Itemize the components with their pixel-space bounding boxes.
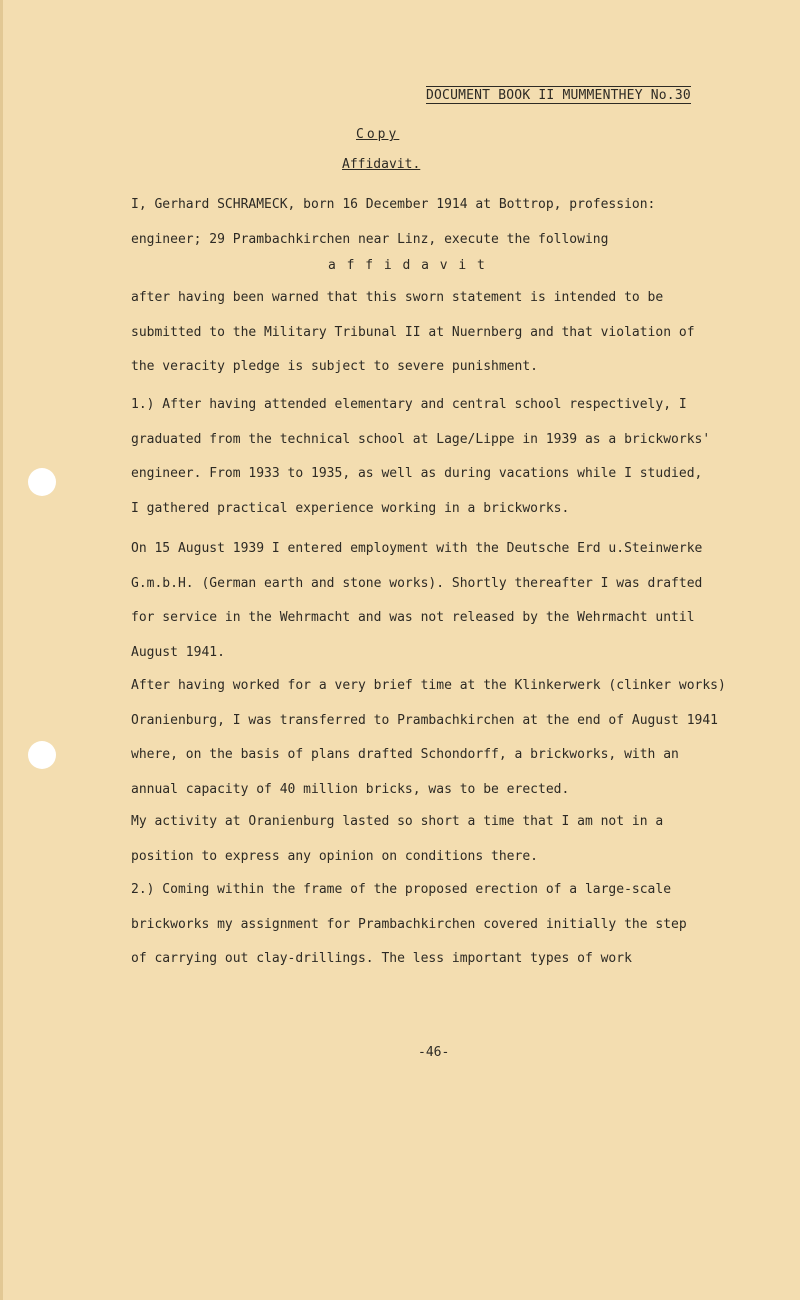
punch-hole-bottom: [28, 741, 56, 769]
copy-heading: Copy: [356, 127, 400, 142]
august-1939-paragraph: On 15 August 1939 I entered employment with the Deutsche Erd u.Steinwerke G.m.b.H. (German earth and stone works). Shortly thereafter I was drafted for service in the Wehrmacht and was not released by the Wehrmacht until August 1941.: [131, 541, 703, 661]
document-reference: DOCUMENT BOOK II MUMMENTHEY No.30: [426, 88, 691, 103]
page-number: -46-: [418, 1045, 450, 1060]
oranienburg-paragraph: My activity at Oranienburg lasted so short a time that I am not in a position to express any opinion on conditions there.: [131, 814, 664, 864]
affidavit-heading: Affidavit.: [342, 157, 421, 172]
section-1-paragraph: 1.) After having attended elementary and central school respectively, I graduated from the technical school at Lage/Lippe in 1939 as a brickworks' engineer. From 1933 to 1935, as well as during vacations while I studied, I gathered practical experience working in a brickworks.: [131, 397, 711, 517]
punch-hole-top: [28, 468, 56, 496]
affidavit-spaced-heading: affidavit: [328, 258, 496, 273]
section-2-paragraph: 2.) Coming within the frame of the proposed erection of a large-scale brickworks my assignment for Prambachkirchen covered initially the step of carrying out clay-drillings. The less important types of work: [131, 882, 687, 967]
warning-paragraph: after having been warned that this sworn statement is intended to be submitted to the Military Tribunal II at Nuernberg and that violation of the veracity pledge is subject to severe punishment.: [131, 290, 695, 375]
klinkerwerk-paragraph: After having worked for a very brief time at the Klinkerwerk (clinker works) Oranienburg, I was transferred to Prambachkirchen at the end of August 1941 where, on the basis of plans drafted Schondorff, a brickworks, with an annual capacity of 40 million bricks, was to be erected.: [131, 678, 726, 798]
intro-paragraph: I, Gerhard SCHRAMECK, born 16 December 1914 at Bottrop, profession: engineer; 29 Prambachkirchen near Linz, execute the following: [131, 197, 656, 247]
page-left-edge: [0, 0, 3, 1300]
